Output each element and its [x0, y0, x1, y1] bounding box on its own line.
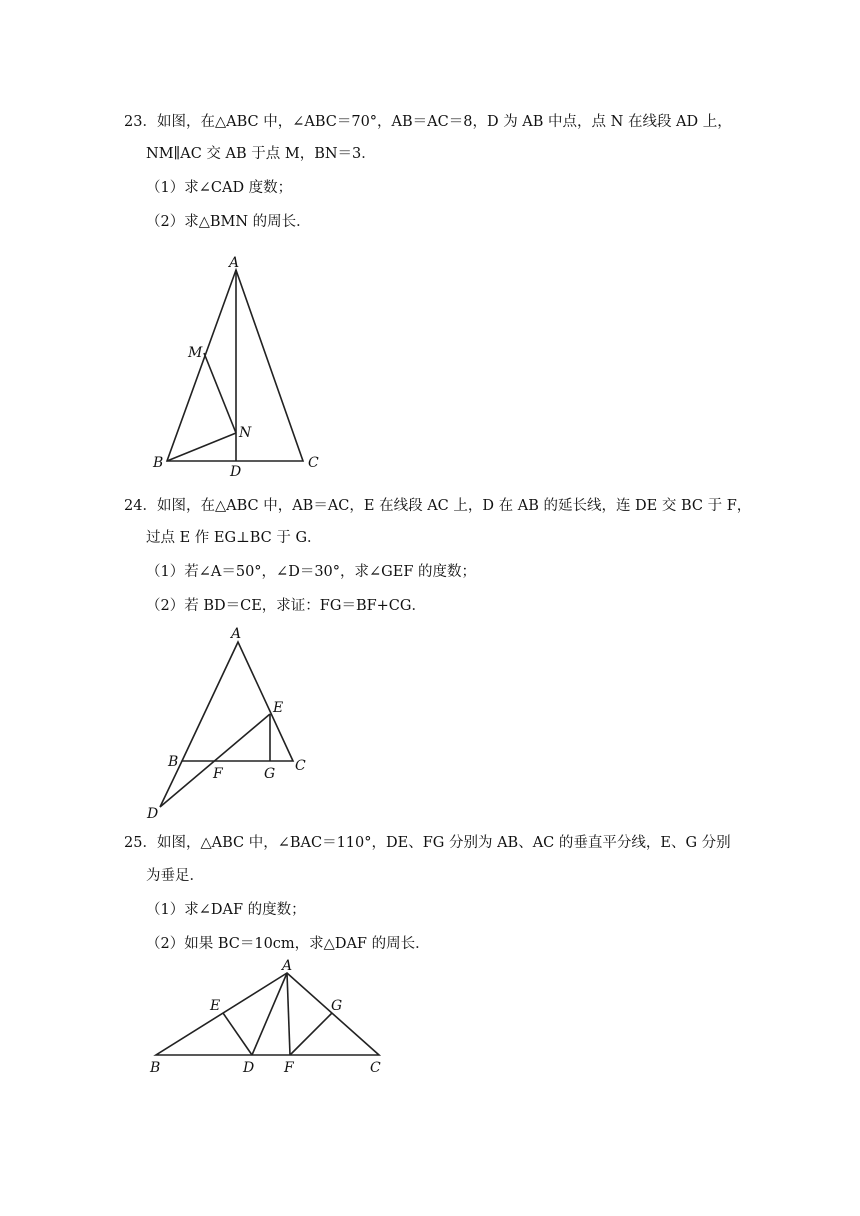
problem-24-line-1 [124, 497, 751, 515]
label-m: M [188, 345, 203, 361]
label-d: D [230, 464, 242, 480]
label-n: N [239, 425, 252, 441]
problem-24-line-2: 过点 E 作 EG⊥BC 于 G． [146, 530, 322, 546]
problem-25-line-1 [124, 834, 731, 852]
problem-23-line-2: NM∥AC 交 AB 于点 M，BN＝3． [146, 146, 376, 162]
label-g: G [331, 998, 343, 1014]
problem-23-part-2: （2）求△BMN 的周长． [146, 214, 311, 230]
triangle-abc [156, 973, 379, 1055]
figure-25 [140, 955, 400, 1085]
figure-23 [140, 250, 340, 480]
problem-statement: 如图，△ABC 中，∠BAC＝110°，DE、FG 分别为 AB、AC 的垂直平分线，E、G 分别 [156, 835, 731, 851]
problem-23-part-1: （1）求∠CAD 度数； [146, 180, 293, 196]
problem-24-part-1: （1）若∠A＝50°，∠D＝30°，求∠GEF 的度数； [146, 564, 477, 580]
segment-mn [204, 353, 236, 433]
segment-ad [252, 973, 287, 1055]
label-c: C [308, 455, 319, 471]
problem-statement: 如图，在△ABC 中，AB＝AC，E 在线段 AC 上，D 在 AB 的延长线，连 DE 交 BC 于 F， [156, 498, 752, 514]
problem-number: 23． [124, 114, 157, 130]
problem-statement: 如图，在△ABC 中，∠ABC＝70°，AB＝AC＝8，D 为 AB 中点，点 N 在线段 AD 上， [156, 114, 732, 130]
label-d: D [147, 806, 159, 822]
label-e: E [273, 700, 284, 716]
label-e: E [210, 998, 221, 1014]
figure-24 [140, 622, 320, 822]
segment-bn [167, 433, 236, 461]
label-c: C [295, 758, 306, 774]
problem-25-part-2: （2）如果 BC＝10cm，求△DAF 的周长． [146, 936, 430, 952]
problem-number: 24． [124, 498, 157, 514]
problem-23-line-1 [124, 113, 732, 131]
label-f: F [284, 1060, 294, 1076]
problem-25-line-2: 为垂足． [146, 868, 204, 884]
label-f: F [213, 766, 223, 782]
segment-fg [290, 1013, 332, 1055]
label-a: A [229, 255, 240, 271]
label-a: A [231, 626, 242, 642]
segment-af [287, 973, 290, 1055]
label-b: B [168, 754, 179, 770]
label-d: D [243, 1060, 255, 1076]
label-a: A [282, 958, 293, 974]
label-g: G [264, 766, 276, 782]
problem-25-part-1: （1）求∠DAF 的度数； [146, 902, 306, 918]
segment-de [223, 1013, 252, 1055]
label-b: B [153, 455, 164, 471]
problem-number: 25． [124, 835, 157, 851]
problem-24-part-2: （2）若 BD＝CE，求证：FG＝BF+CG． [146, 598, 426, 614]
label-c: C [370, 1060, 381, 1076]
label-b: B [150, 1060, 161, 1076]
